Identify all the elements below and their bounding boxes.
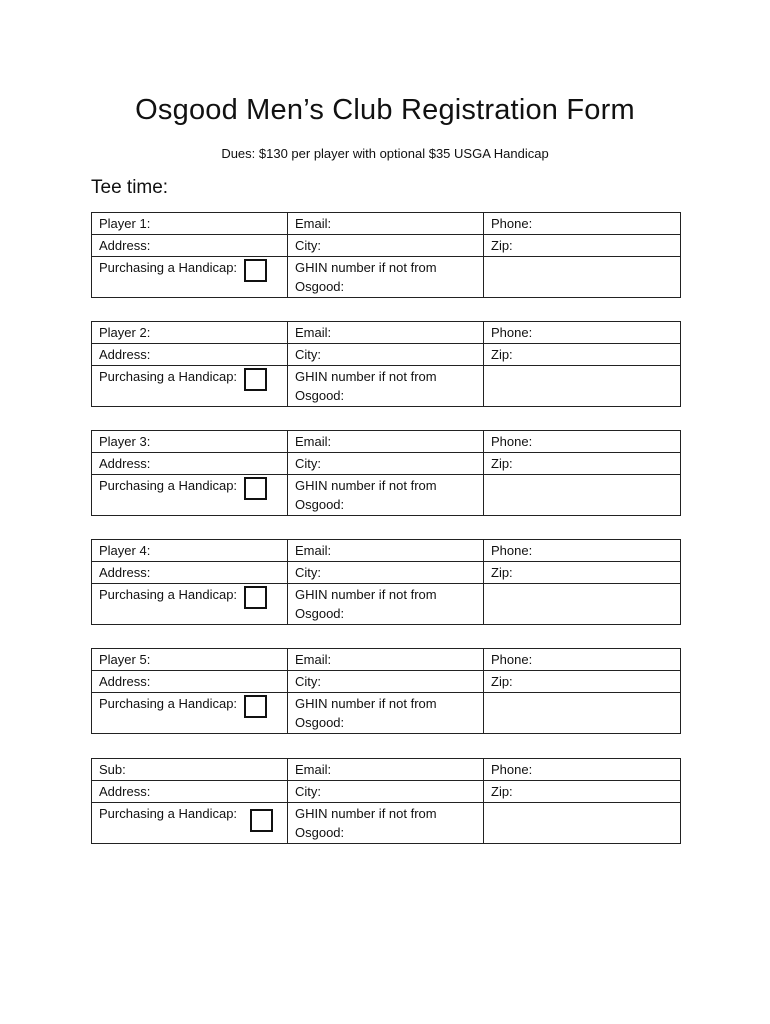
email-field[interactable]: Email: — [288, 322, 484, 344]
handicap-cell — [92, 584, 288, 625]
zip-field[interactable]: Zip: — [484, 781, 681, 803]
city-field[interactable]: City: — [288, 562, 484, 584]
phone-field[interactable]: Phone: — [484, 649, 681, 671]
address-field[interactable]: Address: — [92, 453, 288, 475]
handicap-checkbox[interactable] — [250, 809, 273, 832]
blank-cell[interactable] — [484, 693, 681, 734]
phone-field[interactable]: Phone: — [484, 759, 681, 781]
zip-field[interactable]: Zip: — [484, 562, 681, 584]
handicap-cell — [92, 693, 288, 734]
blank-cell[interactable] — [484, 803, 681, 844]
tee-time-label: Tee time: — [91, 177, 169, 198]
address-field[interactable]: Address: — [92, 781, 288, 803]
blank-cell[interactable] — [484, 257, 681, 298]
ghin-field[interactable]: GHIN number if not from Osgood: — [288, 366, 484, 407]
email-field[interactable]: Email: — [288, 540, 484, 562]
city-field[interactable]: City: — [288, 453, 484, 475]
sub-block — [91, 758, 681, 844]
handicap-label: Purchasing a Handicap: — [99, 369, 238, 384]
handicap-cell — [92, 803, 288, 844]
handicap-label: Purchasing a Handicap: — [99, 478, 238, 493]
ghin-field[interactable]: GHIN number if not from Osgood: — [288, 257, 484, 298]
player-label[interactable]: Sub: — [92, 759, 288, 781]
ghin-field[interactable]: GHIN number if not from Osgood: — [288, 803, 484, 844]
handicap-label: Purchasing a Handicap: — [99, 587, 238, 602]
handicap-checkbox[interactable] — [244, 259, 267, 282]
handicap-cell — [92, 475, 288, 516]
address-field[interactable]: Address: — [92, 235, 288, 257]
address-field[interactable]: Address: — [92, 562, 288, 584]
email-field[interactable]: Email: — [288, 213, 484, 235]
player-block-1 — [91, 212, 681, 298]
blank-cell[interactable] — [484, 366, 681, 407]
player-block-5 — [91, 648, 681, 734]
email-field[interactable]: Email: — [288, 759, 484, 781]
handicap-label: Purchasing a Handicap: — [99, 696, 238, 711]
address-field[interactable]: Address: — [92, 344, 288, 366]
zip-field[interactable]: Zip: — [484, 671, 681, 693]
phone-field[interactable]: Phone: — [484, 431, 681, 453]
handicap-label: Purchasing a Handicap: — [99, 260, 238, 275]
player-label[interactable]: Player 2: — [92, 322, 288, 344]
blank-cell[interactable] — [484, 584, 681, 625]
player-label[interactable]: Player 1: — [92, 213, 288, 235]
address-field[interactable]: Address: — [92, 671, 288, 693]
ghin-field[interactable]: GHIN number if not from Osgood: — [288, 584, 484, 625]
phone-field[interactable]: Phone: — [484, 213, 681, 235]
ghin-field[interactable]: GHIN number if not from Osgood: — [288, 475, 484, 516]
handicap-cell — [92, 366, 288, 407]
zip-field[interactable]: Zip: — [484, 235, 681, 257]
player-block-3 — [91, 430, 681, 516]
phone-field[interactable]: Phone: — [484, 540, 681, 562]
handicap-cell — [92, 257, 288, 298]
player-block-2 — [91, 321, 681, 407]
dues-note: Dues: $130 per player with optional $35 USGA Handicap — [221, 146, 549, 161]
player-label[interactable]: Player 5: — [92, 649, 288, 671]
handicap-checkbox[interactable] — [244, 695, 267, 718]
handicap-checkbox[interactable] — [244, 477, 267, 500]
handicap-checkbox[interactable] — [244, 368, 267, 391]
email-field[interactable]: Email: — [288, 431, 484, 453]
form-title: Osgood Men’s Club Registration Form — [135, 94, 635, 126]
handicap-label: Purchasing a Handicap: — [99, 806, 238, 821]
handicap-checkbox[interactable] — [244, 586, 267, 609]
city-field[interactable]: City: — [288, 781, 484, 803]
ghin-field[interactable]: GHIN number if not from Osgood: — [288, 693, 484, 734]
zip-field[interactable]: Zip: — [484, 453, 681, 475]
city-field[interactable]: City: — [288, 344, 484, 366]
player-block-4 — [91, 539, 681, 625]
email-field[interactable]: Email: — [288, 649, 484, 671]
player-label[interactable]: Player 4: — [92, 540, 288, 562]
city-field[interactable]: City: — [288, 235, 484, 257]
blank-cell[interactable] — [484, 475, 681, 516]
player-label[interactable]: Player 3: — [92, 431, 288, 453]
city-field[interactable]: City: — [288, 671, 484, 693]
phone-field[interactable]: Phone: — [484, 322, 681, 344]
zip-field[interactable]: Zip: — [484, 344, 681, 366]
